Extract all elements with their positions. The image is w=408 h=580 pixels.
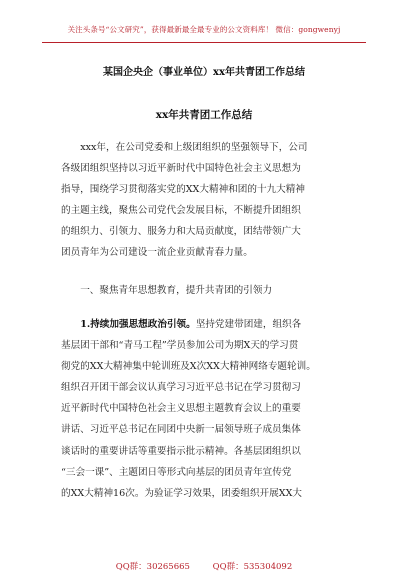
part1-heading: 一、聚焦青年思想教育，提升共青团的引领力 bbox=[80, 285, 273, 296]
sub1-line: “三会一课”、主题团日等形式向基层的团员青年宣传党 bbox=[61, 466, 292, 478]
footer-qq-2: QQ群：535304092 bbox=[212, 562, 293, 572]
sub1-line: 彻党的XX大精神集中轮训班及X次XX大精神网络专题轮训。 bbox=[61, 361, 316, 373]
footer-qq-1: QQ群：30265665 bbox=[115, 562, 190, 572]
sub1-line: 讲话、习近平总书记在同团中央新一届领导班子成员集体 bbox=[61, 424, 301, 436]
intro-line: 的组织力、引领力、服务力和大局贡献度，团结带领广大 bbox=[61, 226, 301, 238]
sub1-line: 的XX大精神16次。为验证学习效果，团委组织开展XX大 bbox=[61, 487, 302, 499]
intro-line: xxx年，在公司党委和上级团组织的坚强领导下，公司 bbox=[80, 142, 308, 153]
part1-heading-block bbox=[61, 280, 351, 301]
intro-line: 各级团组织坚持以习近平新时代中国特色社会主义思想为 bbox=[61, 163, 301, 175]
sub1-line: 谈话时的重要讲话等重要指示批示精神。各基层团组织以 bbox=[61, 445, 301, 457]
header-divider bbox=[42, 42, 366, 43]
header-banner: 关注头条号“公文研究”，获得最新最全最专业的公文资料库！ 微信：gongwenyj bbox=[67, 25, 341, 34]
sub1-first-line bbox=[61, 314, 351, 335]
sub1-first-rest: 坚持党建带团建，组织各 bbox=[195, 319, 302, 330]
intro-line: 指导，围绕学习贯彻落实党的XX大精神和团的十九大精神 bbox=[61, 184, 305, 196]
sub1-line: 组织召开团干部会议认真学习习近平总书记在学习贯彻习 bbox=[61, 382, 301, 394]
sub1-lead: 1.持续加强思想政治引领。 bbox=[80, 319, 196, 330]
sub1-line: 近平新时代中国特色社会主义思想主题教育会议上的重要 bbox=[61, 403, 301, 415]
sub1-paragraph bbox=[61, 314, 351, 504]
intro-line: 团员青年为公司建设一流企业贡献青春力量。 bbox=[61, 247, 253, 259]
section-title: xx年共青团工作总结 bbox=[155, 109, 253, 121]
sub1-line: 基层团干部和“青马工程”学员参加公司为期X天的学习贯 bbox=[61, 340, 299, 352]
intro-line: 的主题主线，聚焦公司党代会发展目标，不断提升团组织 bbox=[61, 205, 301, 217]
document-title: 某国企央企（事业单位）xx年共青团工作总结 bbox=[103, 67, 305, 78]
intro-paragraph bbox=[61, 137, 351, 264]
footer-contact bbox=[0, 560, 408, 572]
